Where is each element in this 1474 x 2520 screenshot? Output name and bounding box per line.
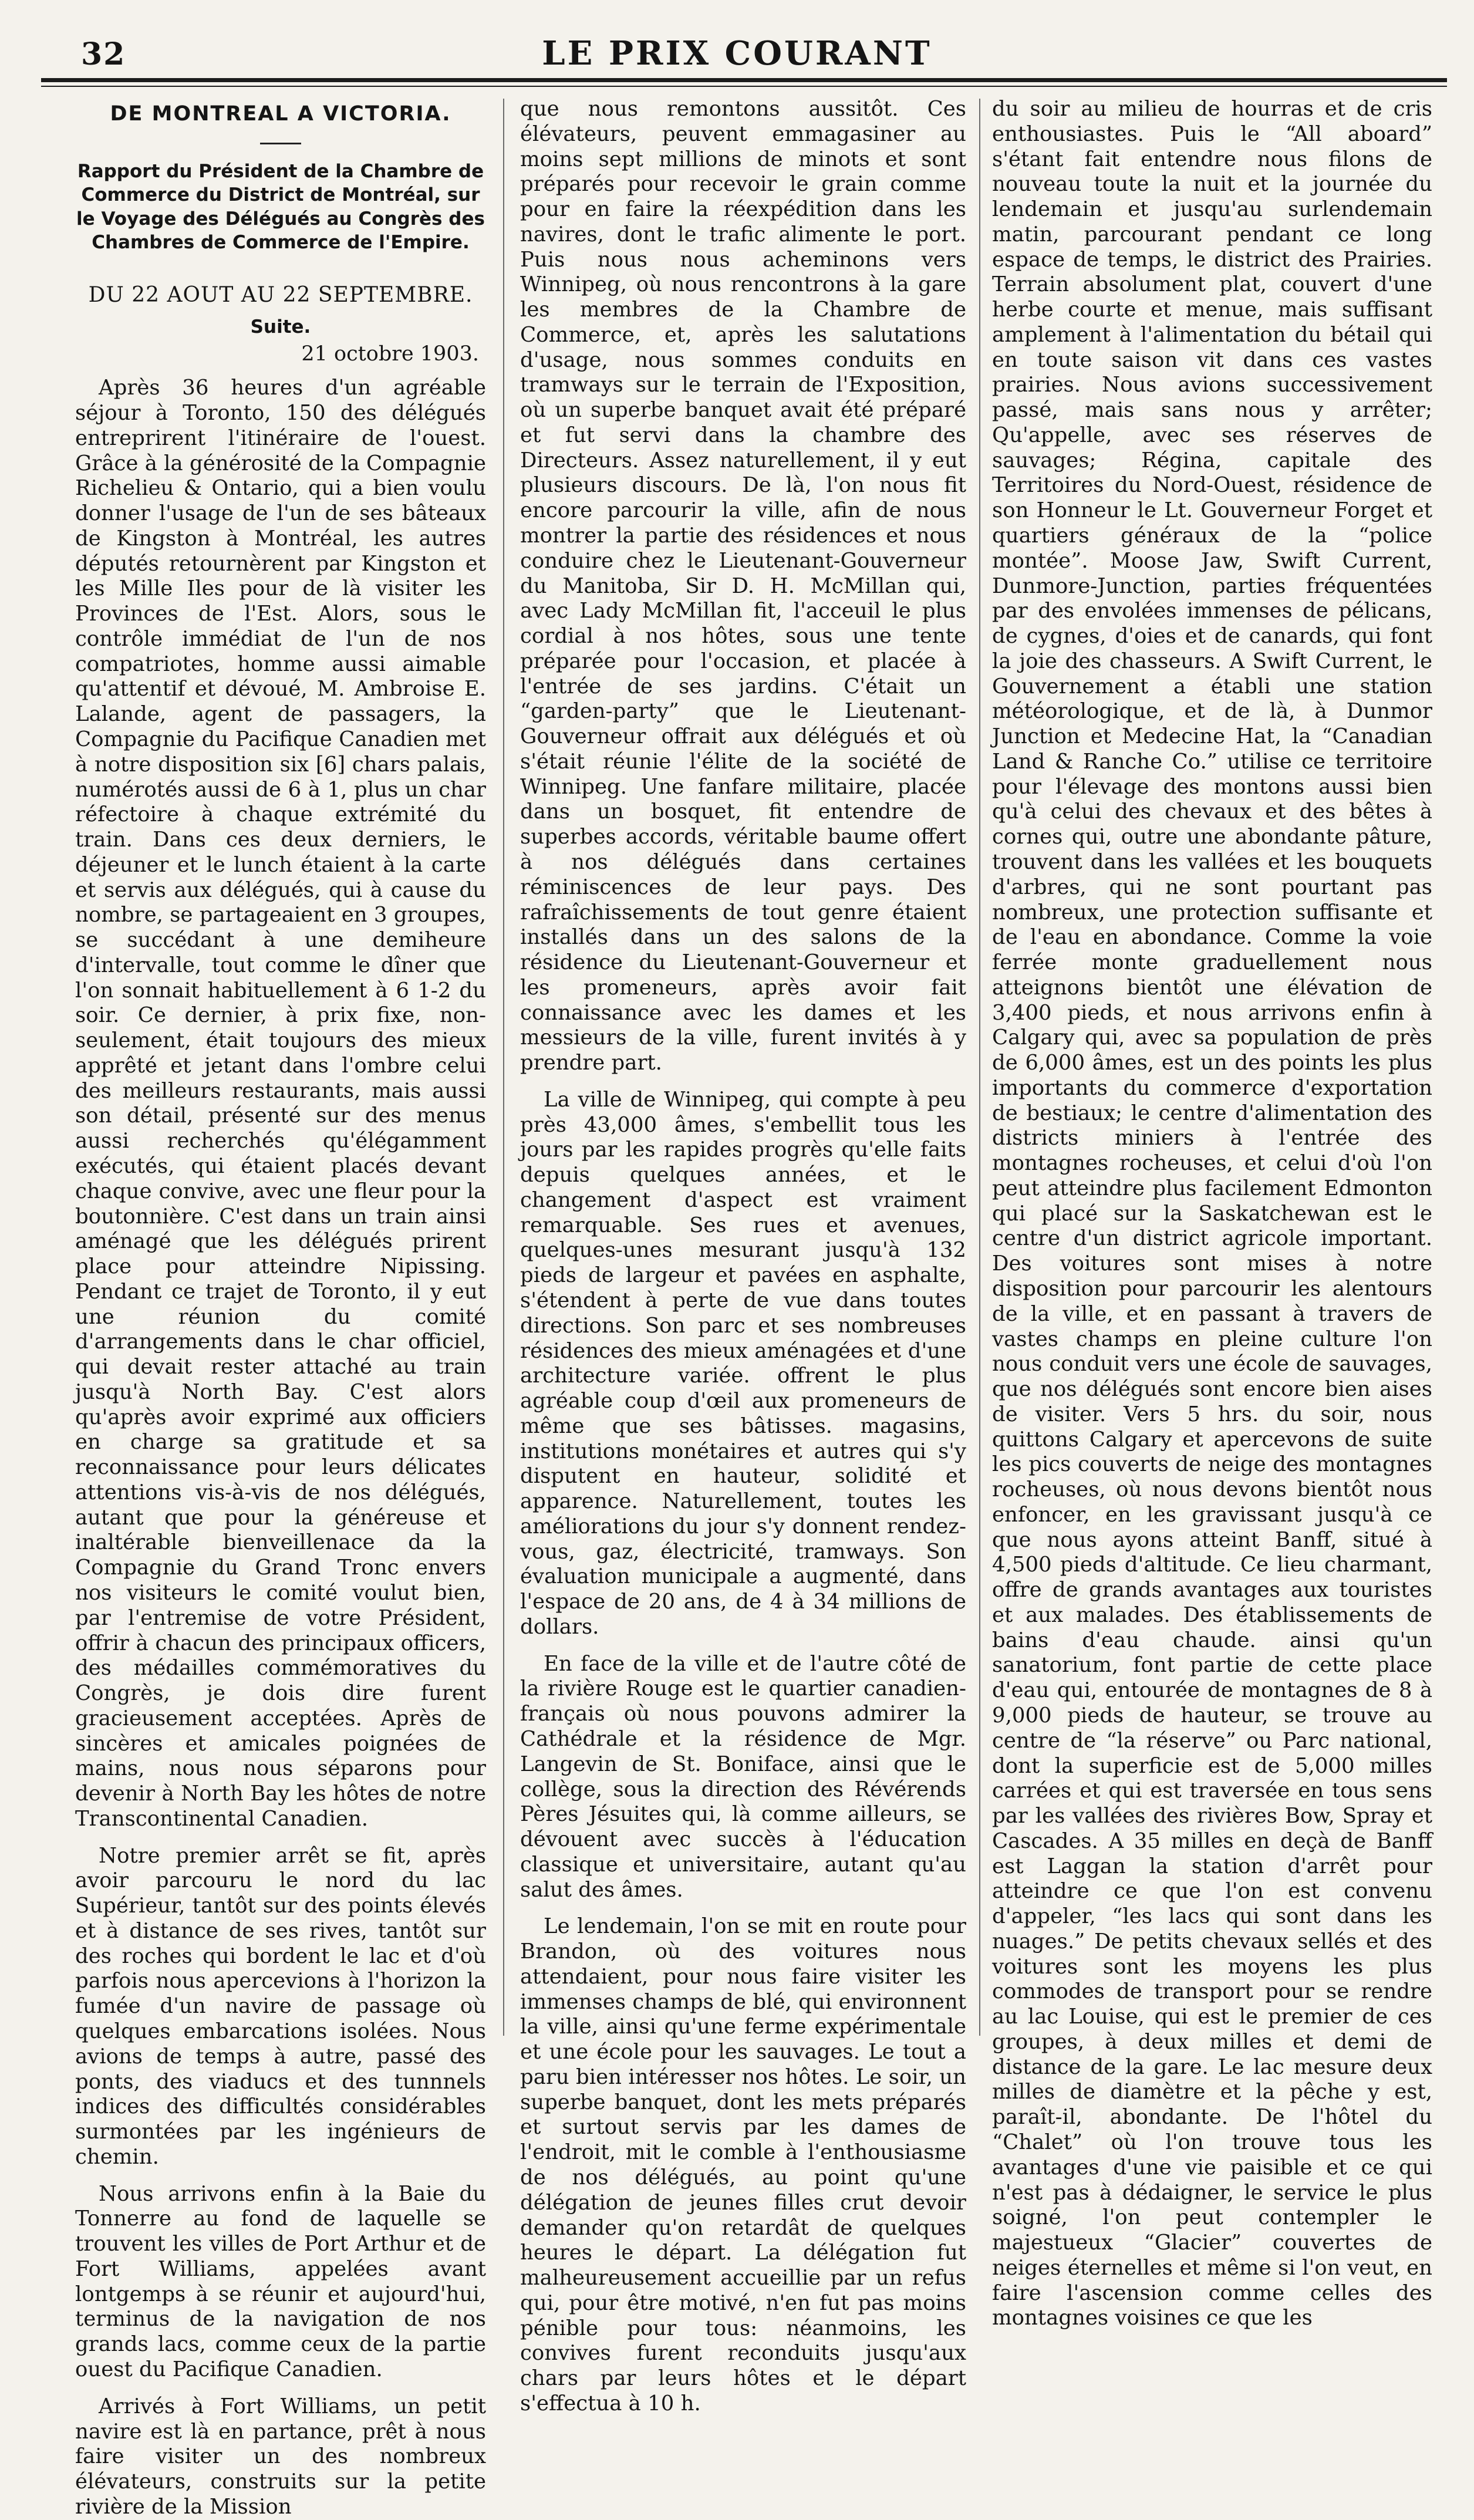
header-rule-thin <box>41 86 1447 87</box>
article-dateline: 21 octobre 1903. <box>301 342 479 366</box>
text-column-3 <box>992 97 1432 2330</box>
paragraph: Notre premier arrêt se fit, après avoir parcouru le nord du lac Supérieur, tantôt sur des points élevés et à distance de ses rives, tantôt sur des roches qui bordent le lac et d'où parfois nous apercevions à l'horizon la fumée d'un navire de passage où quelques embarcations isolées. Nous avions de temps à autre, passé des ponts, des viaducs et des tunnnels indices des difficultés considérables surmontées par les ingénieurs de chemin. <box>75 1843 486 2169</box>
header-rule-thick <box>41 78 1447 82</box>
paragraph: En face de la ville et de l'autre côté de la rivière Rouge est le quartier canadien-français où nous pouvons admirer la Cathédrale et la résidence de Mgr. Langevin de St. Boniface, ainsi que le collège, sous la direction des Révérends Pères Jésuites qui, là comme ailleurs, se dévouent avec succès à l'éducation classique et universitaire, autant qu'au salut des âmes. <box>520 1651 966 1902</box>
column-separator <box>979 99 980 2036</box>
masthead-title: LE PRIX COURANT <box>542 34 932 73</box>
paragraph: que nous remontons aussitôt. Ces élévateurs, peuvent emmagasiner au moins sept millions de minots et sont préparés pour recevoir le grain comme pour en faire la réexpédition dans les navires, dont le trafic alimente le port. Puis nous nous acheminons vers Winnipeg, où nous rencontrons à la gare les membres de la Chambre de Commerce, et, après les salutations d'usage, nous sommes conduits en tramways sur le terrain de l'Exposition, où un superbe banquet avait été préparé et fut servi dans la chambre des Directeurs. Assez naturellement, il y eut plusieurs discours. De là, l'on nous fit encore parcourir la ville, afin de nous montrer la partie des résidences et nous conduire chez le Lieutenant-Gouverneur du Manitoba, Sir D. H. McMillan qui, avec Lady McMillan fit, l'acceuil le plus cordial à nos hôtes, sous une tente préparée pour l'occasion, et placée à l'entrée de ses jardins. C'était un “garden-party” que le Lieutenant-Gouverneur offrait aux délégués et où s'était réunie l'élite de la société de Winnipeg. Une fanfare militaire, placée dans un bosquet, fit entendre de superbes accords, véritable baume offert à nos délégués dans certaines réminiscences de leur pays. Des rafraîchissements de tout genre étaient installés dans un des salons de la résidence du Lieutenant-Gouverneur et les promeneurs, après avoir fait connaissance avec les dames et les messieurs de la ville, furent invités à y prendre part. <box>520 97 966 1075</box>
paragraph: Après 36 heures d'un agréable séjour à Toronto, 150 des délégués entreprirent l'itinéraire de l'ouest. Grâce à la générosité de la Compagnie Richelieu & Ontario, qui a bien voulu donner l'usage de l'un de ses bâteaux de Kingston à Montréal, les autres députés retournèrent par Kingston et les Mille Iles pour de là visiter les Provinces de l'Est. Alors, sous le contrôle immédiat de l'un de nos compatriotes, homme aussi aimable qu'attentif et dévoué, M. Ambroise E. Lalande, agent de passagers, la Compagnie du Pacifique Canadien met à notre disposition six [6] chars palais, numérotés aussi de 6 à 1, plus un char réfectoire à chaque extrémité du train. Dans ces deux derniers, le déjeuner et le lunch étaient à la carte et servis aux délégués, qui à cause du nombre, se partageaient en 3 groupes, se succédant à une demiheure d'intervalle, tout comme le dîner que l'on sonnait habituellement à 6 1-2 du soir. Ce dernier, à prix fixe, non-seulement, était toujours des mieux apprêté et jetant dans l'ombre celui des meilleurs restaurants, mais aussi son détail, présenté sur des menus aussi recherchés qu'élégamment exécutés, qui étaient placés devant chaque convive, avec une fleur pour la boutonnière. C'est dans un train ainsi aménagé que les délégués prirent place pour atteindre Nipissing. Pendant ce trajet de Toronto, il y eut une réunion du comité d'arrangements dans le char officiel, qui devait rester attaché au train jusqu'à North Bay. C'est alors qu'après avoir exprimé aux officiers en charge sa gratitude et sa reconnaissance pour leurs délicates attentions vis-à-vis de nos délégués, autant que pour la généreuse et inaltérable bienveillenace da la Compagnie du Grand Tronc envers nos visiteurs le comité voulut bien, par l'entremise de votre Président, offrir à chacun des principaux officers, des médailles commémoratives du Congrès, je dois dire furent gracieusement acceptées. Après de sincères et amicales poignées de mains, nous nous séparons pour devenir à North Bay les hôtes de notre Transcontinental Canadien. <box>75 376 486 1831</box>
article-dates: DU 22 AOUT AU 22 SEPTEMBRE. <box>88 283 473 308</box>
paragraph: du soir au milieu de hourras et de cris enthousiastes. Puis le “All aboard” s'étant fait entendre nous filons de nouveau toute la nuit et la journée du lendemain et jusqu'au surlendemain matin, parcourant pendant ce long espace de temps, le district des Prairies. Terrain absolument plat, couvert d'une herbe courte et menue, mais suffisant amplement à l'alimentation du bétail qui en toute saison vit dans ces vastes prairies. Nous avions successivement passé, mais sans nous y arrêter; Qu'appelle, avec ses réserves de sauvages; Régina, capitale des Territoires du Nord-Ouest, résidence de son Honneur le Lt. Gouverneur Forget et quartiers généraux de la “police montée”. Moose Jaw, Swift Current, Dunmore-Junction, parties fréquentées par des envolées immenses de pélicans, de cygnes, d'oies et de canards, qui font la joie des chasseurs. A Swift Current, le Gouvernement a établi une station météorologique, et de là, à Dunmor Junction et Medecine Hat, la “Canadian Land & Ranche Co.” utilise ce territoire pour l'élevage des montons aussi bien qu'à celui des chevaux et des bêtes à cornes qui, outre une abondante pâture, trouvent dans les vallées et les bouquets d'arbres, qui ne sont pourtant pas nombreux, une protection suffisante et de l'eau en abondance. Comme la voie ferrée monte graduellement nous atteignons bientôt une élévation de 3,400 pieds, et nous arrivons enfin à Calgary qui, avec sa population de près de 6,000 âmes, est un des points les plus importants du commerce d'exportation de bestiaux; le centre d'alimentation des districts miniers à l'entrée des montagnes rocheuses, et celui d'où l'on peut atteindre plus facilement Edmonton qui placé sur la Saskatchewan est le centre d'un district agricole important. Des voitures sont mises à notre disposition pour parcourir les alentours de la ville, et en passant à travers de vastes champs en pleine culture l'on nous conduit vers une école de sauvages, que nos délégués sont encore bien aises de visiter. Vers 5 hrs. du soir, nous quittons Calgary et apercevons de suite les pics couverts de neige des montagnes rocheuses, où nous devons bientôt nous enfoncer, en les gravissant jusqu'à ce que nous ayons atteint Banff, situé à 4,500 pieds d'altitude. Ce lieu charmant, offre de grands avantages aux touristes et aux malades. Des établissements de bains d'eau chaude. ainsi qu'un sanatorium, font partie de cette place d'eau qui, entourée de montagnes de 8 à 9,000 pieds de hauteur, se trouve au centre de “la réserve” ou Parc national, dont la superficie est de 5,000 milles carrées et qui est traversée en tous sens par les vallées des rivières Bow, Spray et Cascades. A 35 milles en deçà de Banff est Laggan la station d'arrêt pour atteindre ce que l'on est convenu d'appeler, “les lacs qui sont dans les nuages.” De petits chevaux sellés et des voitures sont les moyens les plus commodes de transport pour se rendre au lac Louise, qui est le premier de ces groupes, à deux milles et demi de distance de la gare. Le lac mesure deux milles de diamètre et la pêche y est, paraît-il, abondante. De l'hôtel du “Chalet” où l'on trouve tous les avantages d'une vie paisible et ce qui n'est pas à dédaigner, le service le plus soigné, l'on peut contempler le majestueux “Glacier” couvertes de neiges éternelles et même si l'on veut, en faire l'ascension comme celles des montagnes voisines ce que les <box>992 97 1432 2330</box>
article-subtitle: Rapport du Président de la Chambre de Commerce du District de Montréal, sur le Voyage des Délégués au Congrès des Chambres de Commerce de l'Empire. <box>76 161 485 254</box>
paragraph: Nous arrivons enfin à la Baie du Tonnerre au fond de laquelle se trouvent les villes de Port Arthur et de Fort Williams, appelées avant lontgemps à se réunir et aujourd'hui, terminus de la navigation de nos grands lacs, comme ceux de la partie ouest du Pacifique Canadien. <box>75 2181 486 2381</box>
title-dash <box>260 143 301 144</box>
paragraph: Arrivés à Fort Williams, un petit navire est là en partance, prêt à nous faire visiter un des nombreux élévateurs, construits sur la petite rivière de la Mission <box>75 2394 486 2519</box>
article-suite: Suite. <box>250 316 311 338</box>
text-column-1 <box>75 97 486 2519</box>
column-separator <box>503 99 504 2036</box>
text-column-2 <box>520 97 966 2416</box>
paragraph: Le lendemain, l'on se mit en route pour Brandon, où des voitures nous attendaient, pour nous faire visiter les immenses champs de blé, qui environnent la ville, ainsi qu'une ferme expérimentale et une école pour les sauvages. Le tout a paru bien intéresser nos hôtes. Le soir, un superbe banquet, dont les mets préparés et surtout servis par les dames de l'endroit, mit le comble à l'enthousiasme de nos délégués, au point qu'une délégation de jeunes filles crut devoir demander qu'on retardât de quelques heures le départ. La délégation fut malheureusement accueillie par un refus qui, pour être motivé, n'en fut pas moins pénible pour tous: néanmoins, les convives furent reconduits jusqu'aux chars par leurs hôtes et le départ s'effectua à 10 h. <box>520 1914 966 2416</box>
article-title: DE MONTREAL A VICTORIA. <box>110 102 451 126</box>
page-number: 32 <box>81 36 126 72</box>
paragraph: La ville de Winnipeg, qui compte à peu près 43,000 âmes, s'embellit tous les jours par les rapides progrès qu'elle faits depuis quelques années, et le changement d'aspect est vraiment remarquable. Ses rues et avenues, quelques-unes mesurant jusqu'à 132 pieds de largeur et pavées en asphalte, s'étendent à perte de vue dans toutes directions. Son parc et ses nombreuses résidences des mieux aménagées et d'une architecture variée. offrent le plus agréable coup d'œil aux promeneurs de même que ses bâtisses. magasins, institutions monétaires et autres qui s'y disputent en hauteur, solidité et apparence. Naturellement, toutes les améliorations du jour s'y donnent rendez-vous, gaz, électricité, tramways. Son évaluation municipale a augmenté, dans l'espace de 20 ans, de 4 à 34 millions de dollars. <box>520 1087 966 1639</box>
